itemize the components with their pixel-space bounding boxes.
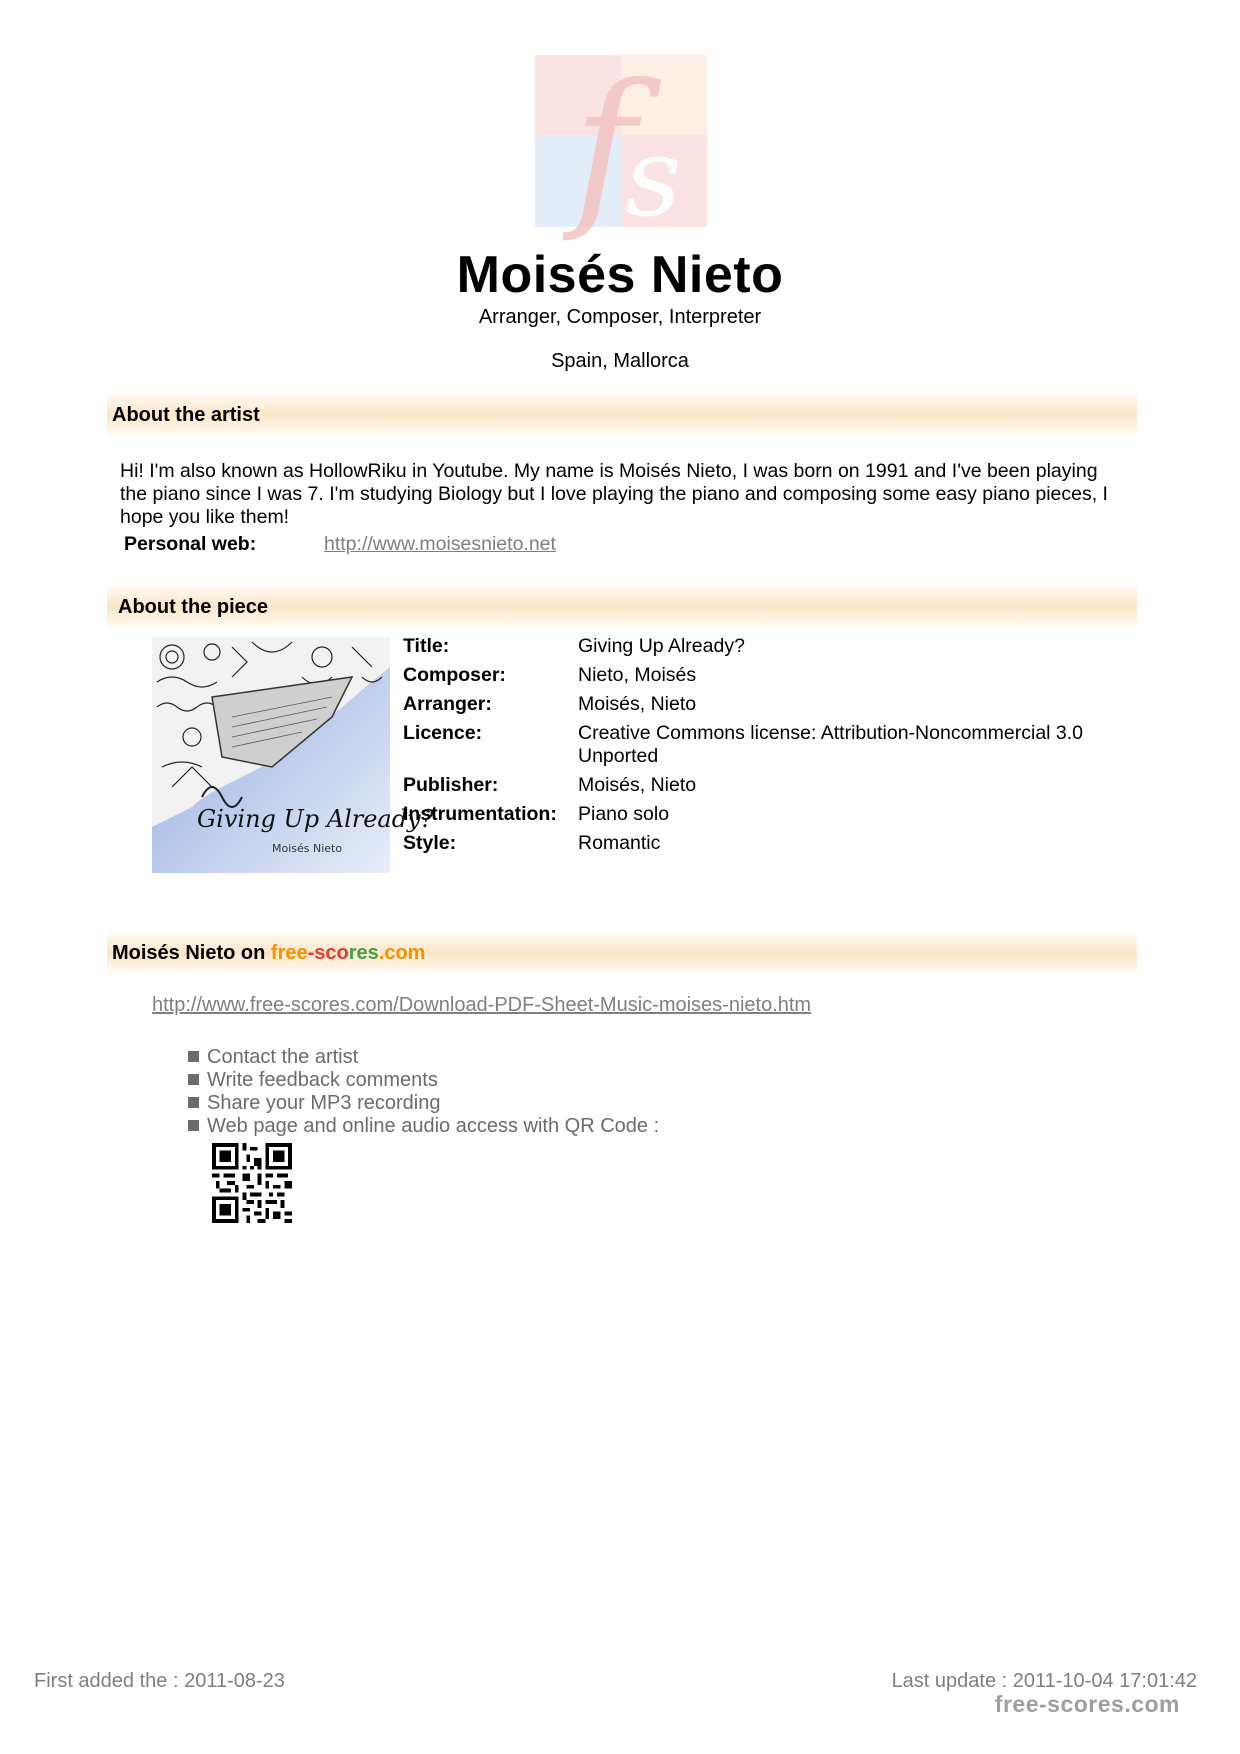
- personal-web-link[interactable]: http://www.moisesnieto.net: [324, 533, 556, 555]
- free-scores-artist-link[interactable]: http://www.free-scores.com/Download-PDF-Sheet-Music-moises-nieto.htm: [152, 994, 812, 1016]
- action-label: Share your MP3 recording: [207, 1092, 441, 1114]
- piece-composer-label: Composer:: [403, 664, 506, 686]
- svg-text:s: s: [625, 113, 682, 241]
- piece-publisher-row: [403, 774, 1123, 797]
- piece-instrumentation-label: Instrumentation:: [403, 803, 557, 825]
- piece-style-value: Romantic: [578, 832, 661, 854]
- about-artist-heading: About the artist: [107, 395, 1137, 435]
- action-contact-artist[interactable]: [188, 1046, 659, 1069]
- qr-code[interactable]: [212, 1143, 292, 1223]
- personal-web-label: Personal web:: [124, 533, 257, 555]
- brand-com: .com: [378, 942, 426, 964]
- free-scores-logo: [535, 48, 707, 246]
- action-label: Contact the artist: [207, 1046, 359, 1068]
- piece-instrumentation-value: Piano solo: [578, 803, 670, 825]
- piece-licence-value: Creative Commons license: Attribution-Noncommercial 3.0 Unported: [578, 722, 1084, 767]
- brand-sco: sco: [314, 942, 349, 964]
- piece-title-value: Giving Up Already?: [578, 635, 745, 657]
- piece-publisher-label: Publisher:: [403, 774, 499, 796]
- action-label: Write feedback comments: [207, 1069, 438, 1091]
- footer-brand-logo: free-scores.com: [994, 1691, 1180, 1717]
- on-site-heading-prefix: Moisés Nieto on: [112, 942, 271, 964]
- piece-title-label: Title:: [403, 635, 450, 657]
- cover-title-text: Giving Up Already?: [197, 805, 434, 833]
- action-write-feedback[interactable]: [188, 1069, 659, 1092]
- svg-text:f: f: [573, 48, 636, 246]
- first-added-date: First added the : 2011-08-23: [34, 1670, 285, 1692]
- on-site-heading: [107, 933, 1137, 973]
- brand-free: free: [270, 942, 308, 964]
- piece-publisher-value: Moisés, Nieto: [578, 774, 697, 796]
- piece-arranger-label: Arranger:: [403, 693, 492, 715]
- action-list: [188, 1046, 659, 1138]
- action-qr-code[interactable]: [188, 1115, 659, 1138]
- piece-licence-row: [403, 722, 1123, 768]
- artist-location: Spain, Mallorca: [551, 350, 689, 372]
- artist-bio: Hi! I'm also known as HollowRiku in Youtube. My name is Moisés Nieto, I was born on 1991 and I've been playing the piano since I was 7. I'm studying Biology but I love playing the piano and composing some easy piano pieces, I hope you like them!: [120, 460, 1108, 528]
- bullet-icon: [188, 1051, 199, 1062]
- piece-arranger-value: Moisés, Nieto: [578, 693, 697, 715]
- cover-artist-text: Moisés Nieto: [272, 842, 343, 855]
- action-label: Web page and online audio access with QR Code :: [207, 1115, 660, 1137]
- artist-roles: Arranger, Composer, Interpreter: [478, 306, 762, 328]
- piece-composer-row: [403, 664, 1123, 687]
- last-update-date: Last update : 2011-10-04 17:01:42: [891, 1670, 1197, 1692]
- artist-name: Moisés Nieto: [456, 246, 784, 304]
- brand-dash: -: [307, 942, 315, 964]
- about-piece-heading: About the piece: [107, 587, 1137, 627]
- bullet-icon: [188, 1120, 199, 1131]
- piece-title-row: [403, 635, 1123, 658]
- bullet-icon: [188, 1074, 199, 1085]
- piece-style-label: Style:: [403, 832, 457, 854]
- piece-instrumentation-row: [403, 803, 1123, 826]
- piece-style-row: [403, 832, 1123, 855]
- piece-composer-value: Nieto, Moisés: [578, 664, 697, 686]
- piece-licence-label: Licence:: [403, 722, 483, 744]
- brand-res: res: [348, 942, 379, 964]
- piece-details: [403, 635, 1123, 861]
- action-share-mp3[interactable]: [188, 1092, 659, 1115]
- bullet-icon: [188, 1097, 199, 1108]
- piece-arranger-row: [403, 693, 1123, 716]
